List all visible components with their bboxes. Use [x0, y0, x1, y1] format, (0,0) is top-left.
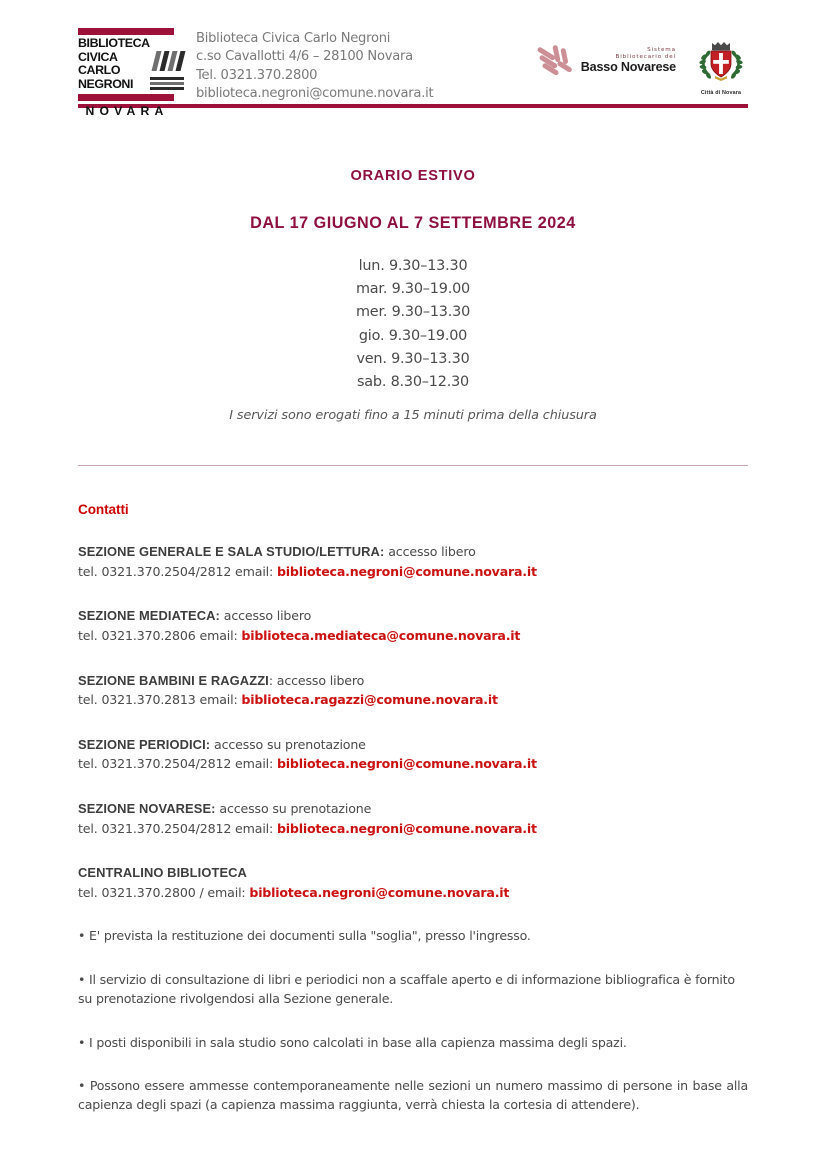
address-email: biblioteca.negroni@comune.novara.it — [196, 86, 434, 102]
logo-line-civica: CIVICA — [78, 49, 118, 64]
contact-email[interactable]: biblioteca.mediateca@comune.novara.it — [241, 628, 521, 643]
address-library-name: Biblioteca Civica Carlo Negroni — [196, 31, 391, 46]
note-restituzione: • E' prevista la restituzione dei documenti sulla "soglia", presso l'ingresso. — [78, 928, 531, 944]
section-divider — [78, 465, 748, 466]
contact-email[interactable]: biblioteca.negroni@comune.novara.it — [276, 820, 537, 836]
contact-section-name: SEZIONE BAMBINI E RAGAZZI — [78, 672, 269, 688]
logo-top-bar — [78, 28, 174, 35]
hours-service-note: I servizi sono erogati fino a 15 minuti prima della chiusura — [229, 408, 597, 424]
logo-wordmark — [78, 37, 150, 91]
sbbn-swoosh-icon — [538, 40, 578, 74]
contact-phone: tel. 0321.370.2813 email: — [78, 692, 242, 708]
contact-access-mode: accesso libero — [219, 608, 312, 624]
contact-block-novarese — [78, 799, 748, 838]
contact-section-name: SEZIONE PERIODICI: — [78, 736, 211, 752]
spacer — [78, 423, 748, 465]
hours-row-gio: gio. 9.30–19.00 — [358, 327, 468, 344]
contact-access-mode: accesso su prenotazione — [210, 736, 366, 752]
note-consultazione: • Il servizio di consultazione di libri e periodici non a scaffale aperto e di informazione bibliografica è fornito su prenotazione rivolgendosi alla Sezione generale. — [78, 971, 735, 1007]
contact-section-name: CENTRALINO BIBLIOTECA — [78, 865, 247, 881]
logo-line-carlo: CARLO — [78, 63, 121, 78]
contact-section-name: SEZIONE GENERALE E SALA STUDIO/LETTURA: — [78, 544, 385, 560]
hours-row-mer: mer. 9.30–13.30 — [355, 304, 471, 321]
contact-line-details — [78, 754, 748, 774]
contact-line-details — [78, 883, 748, 903]
contact-line-label — [78, 542, 748, 562]
contact-block-bambini-ragazzi — [78, 671, 748, 710]
comune-novara-logo — [694, 40, 748, 96]
book-spines-icon — [150, 37, 184, 91]
sbbn-line-bibliotecario: Bibliotecario del — [615, 53, 676, 60]
novara-coat-of-arms-icon — [698, 40, 744, 84]
contact-email[interactable]: biblioteca.negroni@comune.novara.it — [276, 563, 537, 579]
contact-phone: tel. 0321.370.2504/2812 email: — [78, 820, 277, 836]
logo-city-name: NOVARA — [85, 104, 169, 119]
address-phone: Tel. 0321.370.2800 — [196, 67, 318, 83]
contact-access-mode: accesso su prenotazione — [215, 800, 372, 816]
hours-row-ven: ven. 9.30–13.30 — [356, 350, 470, 367]
logo-line-negroni: NEGRONI — [78, 76, 134, 91]
contact-email[interactable]: biblioteca.ragazzi@comune.novara.it — [241, 692, 498, 708]
biblioteca-negroni-logo — [78, 26, 174, 118]
title-section — [78, 168, 748, 233]
note-posti-sala-studio: • I posti disponibili in sala studio sono calcolati in base alla capienza massima degli spazi. — [78, 1034, 627, 1050]
contact-line-label — [78, 799, 748, 819]
contact-access-mode: : accesso libero — [268, 672, 365, 688]
document-header — [78, 0, 748, 119]
city-logo-caption: Città di Novara — [700, 90, 742, 96]
contact-line-label — [78, 863, 748, 883]
sbbn-line-sistema: Sistema — [647, 46, 676, 53]
logo-bottom-bar — [78, 94, 174, 101]
contact-block-generale — [78, 542, 748, 581]
contact-section-name: SEZIONE MEDIATECA: — [78, 608, 220, 624]
sbbn-line-basso-novarese: Basso Novarese — [580, 60, 676, 74]
contact-phone: tel. 0321.370.2806 email: — [78, 628, 242, 643]
opening-hours-list — [78, 255, 748, 394]
contact-line-details — [78, 626, 748, 646]
contact-block-mediateca — [78, 606, 748, 645]
contact-phone: tel. 0321.370.2504/2812 email: — [78, 756, 277, 772]
page-title: ORARIO ESTIVO — [350, 168, 476, 184]
address-street: c.so Cavallotti 4/6 – 28100 Novara — [196, 49, 413, 65]
library-address-block — [174, 26, 538, 104]
sistema-bibliotecario-logo — [538, 40, 676, 74]
contact-block-periodici — [78, 735, 748, 774]
hours-row-lun: lun. 9.30–13.30 — [358, 258, 468, 274]
contact-email[interactable]: biblioteca.negroni@comune.novara.it — [276, 756, 537, 772]
logo-line-biblioteca: BIBLIOTECA — [78, 36, 150, 50]
contact-access-mode: accesso libero — [384, 544, 476, 560]
contact-line-details — [78, 690, 748, 710]
contact-line-details — [78, 819, 748, 839]
contact-line-label — [78, 671, 748, 691]
contact-line-label — [78, 606, 748, 626]
partner-logos — [538, 26, 748, 96]
contact-line-label — [78, 735, 748, 755]
contact-line-details — [78, 562, 748, 582]
hours-row-mar: mar. 9.30–19.00 — [355, 281, 470, 298]
note-capienza-sezioni: • Possono essere ammesse contemporaneamente nelle sezioni un numero massimo di persone in base alla capienza degli spazi (a capienza massima raggiunta, verrà chiesta la cortesia di attendere). — [78, 1077, 748, 1113]
contact-section-name: SEZIONE NOVARESE: — [78, 800, 216, 816]
contact-block-centralino — [78, 863, 748, 902]
contact-phone: tel. 0321.370.2504/2812 email: — [78, 563, 277, 579]
header-divider — [78, 104, 748, 108]
hours-row-sab: sab. 8.30–12.30 — [356, 374, 470, 391]
contacts-heading: Contatti — [78, 502, 129, 518]
page-subtitle-period: DAL 17 GIUGNO AL 7 SETTEMBRE 2024 — [250, 214, 576, 232]
sbbn-wordmark — [581, 47, 676, 74]
contact-email[interactable]: biblioteca.negroni@comune.novara.it — [249, 884, 510, 900]
logo-body — [78, 35, 174, 92]
contact-phone: tel. 0321.370.2800 / email: — [78, 884, 250, 900]
